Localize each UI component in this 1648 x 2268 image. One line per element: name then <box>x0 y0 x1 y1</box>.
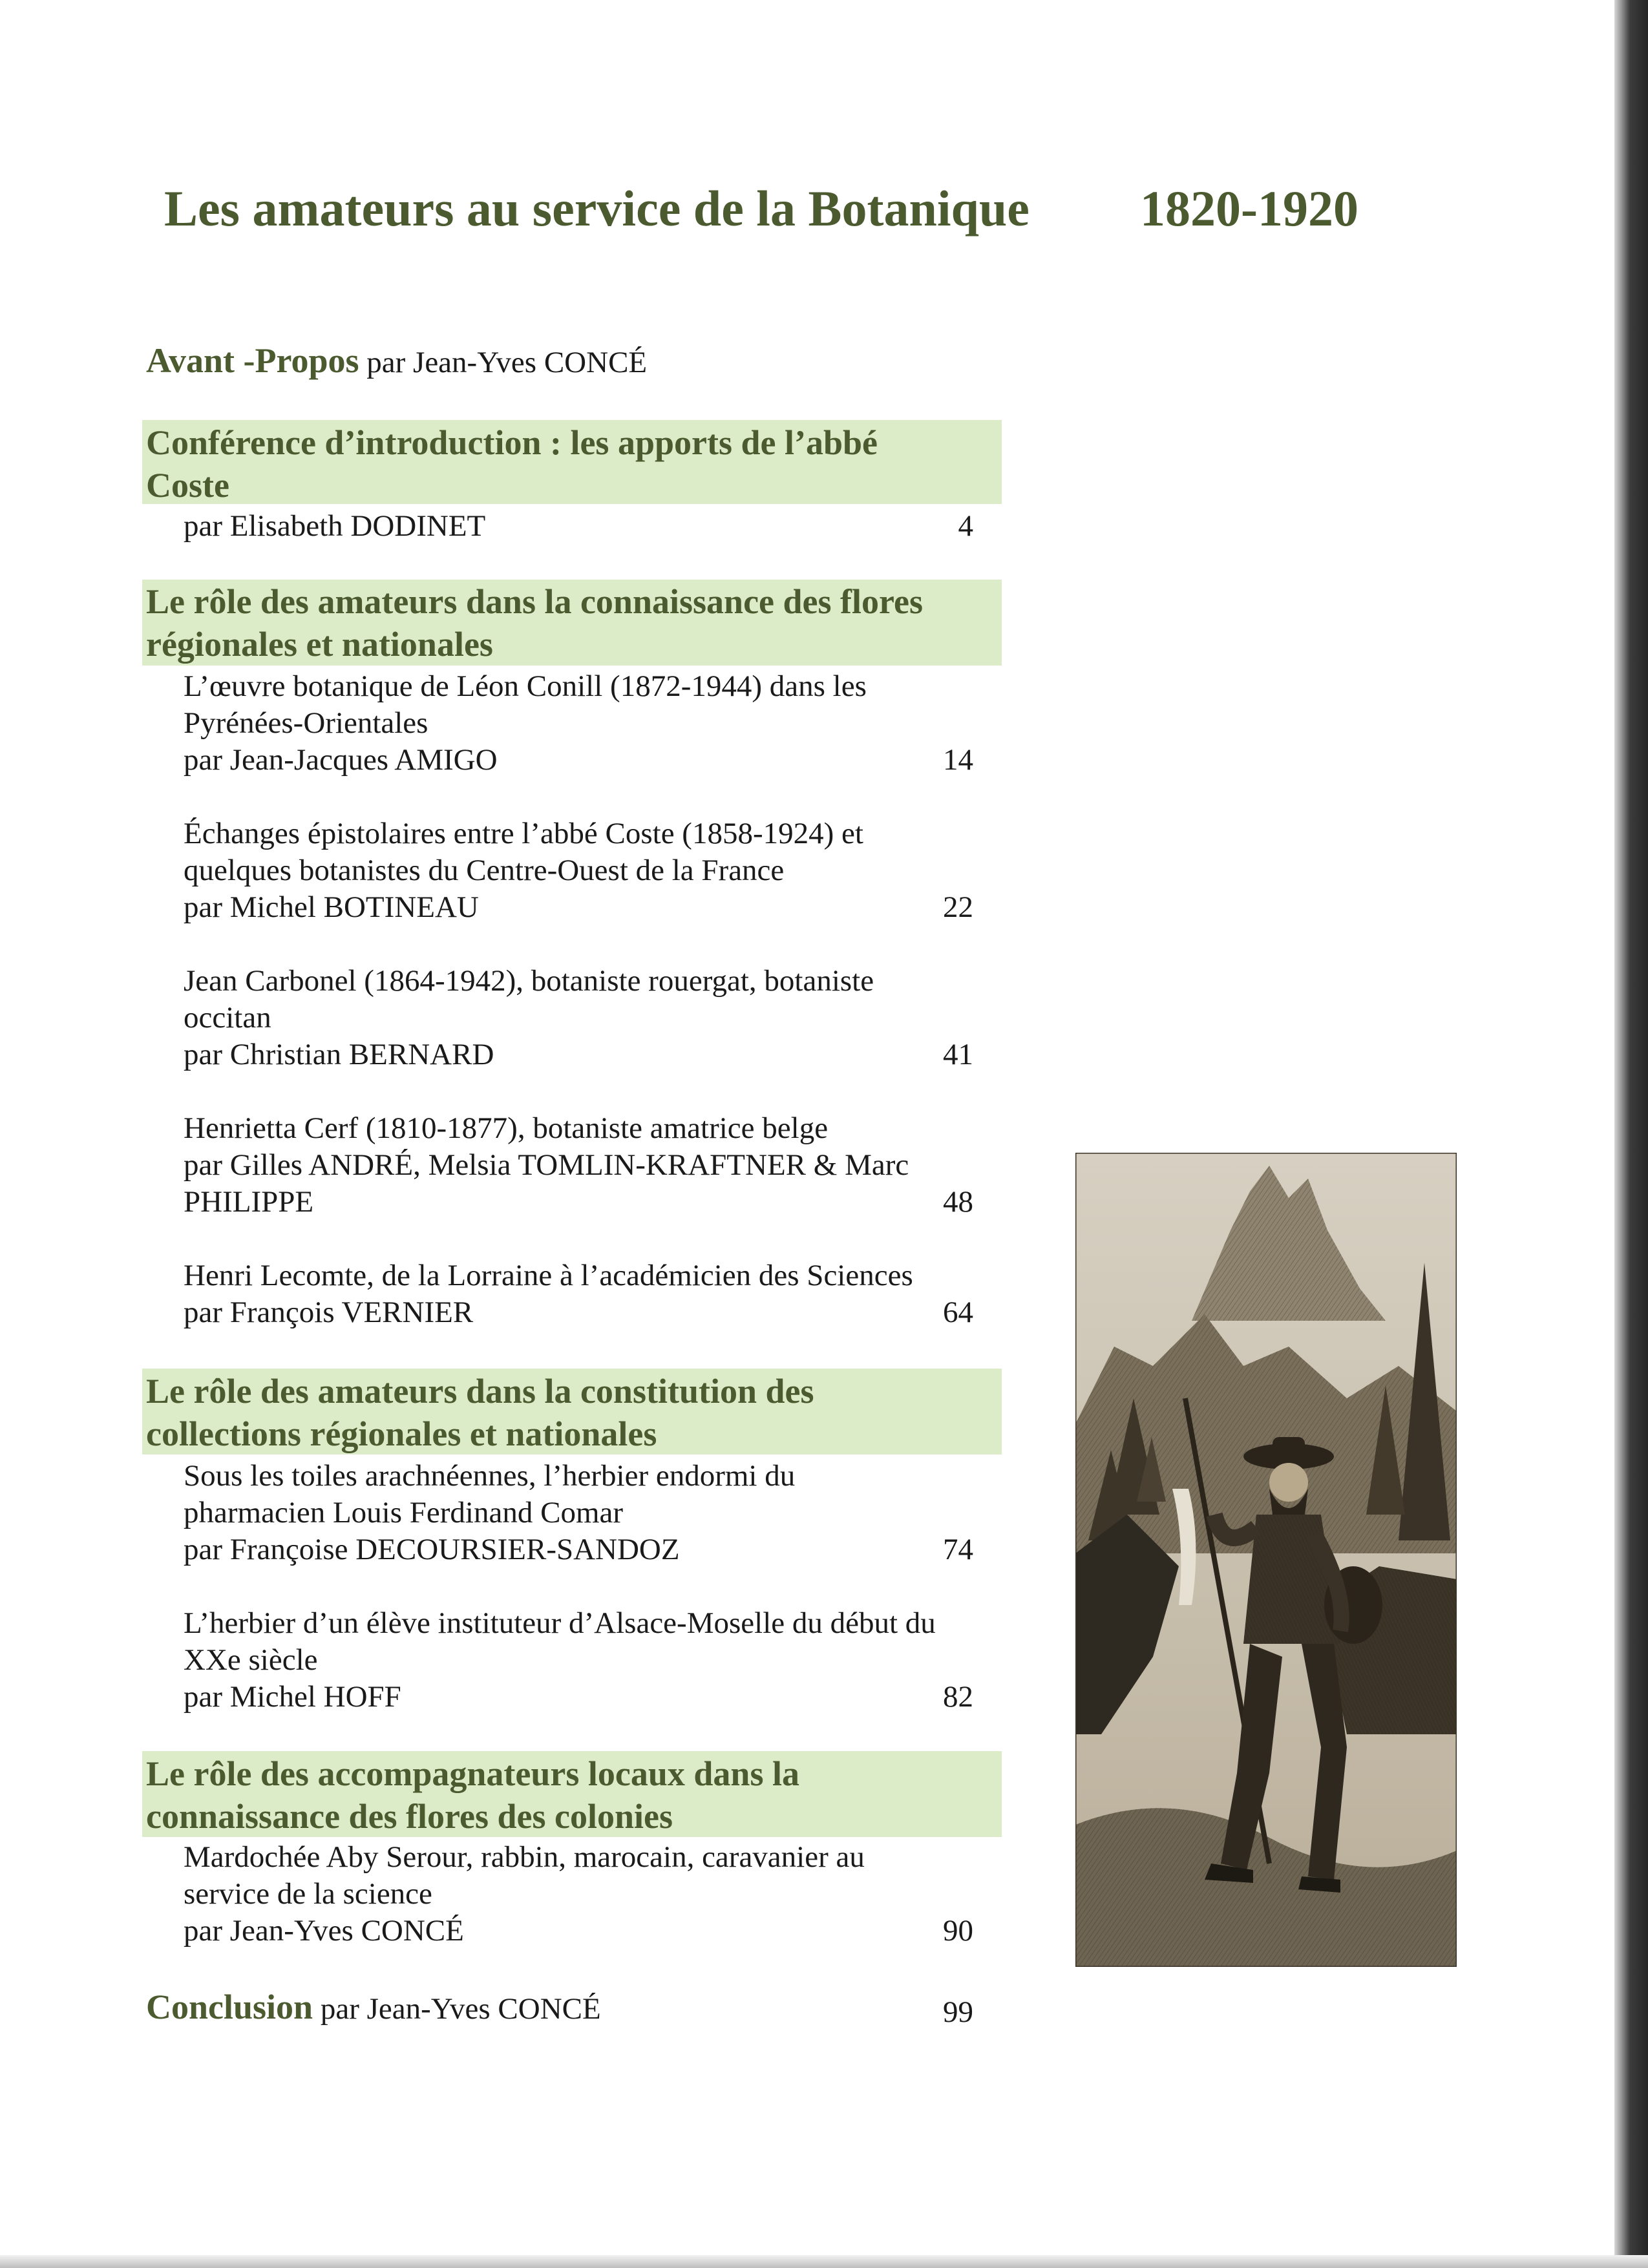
toc-page-number: 22 <box>943 890 973 924</box>
toc-item-vernier[interactable] <box>184 1257 913 1331</box>
avant-propos-author: par Jean-Yves CONCÉ <box>366 346 648 379</box>
section-4-title <box>146 1752 799 1838</box>
toc-page-number: 82 <box>943 1680 973 1714</box>
section-4-title-line-1: Le rôle des accompagnateurs locaux dans la <box>146 1754 799 1793</box>
conclusion-entry[interactable] <box>146 1989 601 2028</box>
toc-page-number: 4 <box>958 509 973 543</box>
section-2-title-line-1: Le rôle des amateurs dans la connaissance des flores <box>146 582 923 621</box>
toc-item-line: Sous les toiles arachnéennes, l’herbier endormi du <box>184 1459 796 1493</box>
toc-item-amigo[interactable] <box>184 668 867 779</box>
page-title-text: Les amateurs au service de la Botanique <box>164 180 1030 236</box>
botanist-engraving-image <box>1075 1153 1457 1967</box>
toc-item-line: par Gilles ANDRÉ, Melsia TOMLIN-KRAFTNER & Marc <box>184 1148 909 1182</box>
toc-item-line: par Jean-Yves CONCÉ <box>184 1914 464 1948</box>
section-3-title <box>146 1370 814 1455</box>
toc-item-line: Mardochée Aby Serour, rabbin, marocain, caravanier au <box>184 1840 865 1874</box>
section-1-title-line-1: Conférence d’introduction : les apports de l’abbé <box>146 423 878 462</box>
toc-item-decoursier[interactable] <box>184 1458 795 1568</box>
toc-item-andre[interactable] <box>184 1110 909 1221</box>
scan-edge-bottom <box>0 2255 1648 2268</box>
toc-item-line: PHILIPPE <box>184 1185 314 1219</box>
toc-item-line: L’œuvre botanique de Léon Conill (1872-1944) dans les <box>184 669 867 703</box>
toc-item-hoff[interactable] <box>184 1605 936 1716</box>
conclusion-page-number: 99 <box>943 1995 973 2029</box>
conclusion-author: par Jean-Yves CONCÉ <box>320 1992 601 2026</box>
toc-item-line: XXe siècle <box>184 1643 318 1677</box>
avant-propos-lead: Avant -Propos <box>146 341 359 380</box>
toc-page-number: 48 <box>943 1185 973 1219</box>
section-3-title-line-1: Le rôle des amateurs dans la constitution des <box>146 1372 814 1411</box>
toc-item-line: par Michel BOTINEAU <box>184 890 479 924</box>
toc-item-line: Pyrénées-Orientales <box>184 706 428 740</box>
page-title <box>164 180 1358 238</box>
section-1-title <box>146 421 878 507</box>
toc-item-line: L’herbier d’un élève instituteur d’Alsace-Moselle du début du <box>184 1606 936 1640</box>
toc-page-number: 41 <box>943 1038 973 1071</box>
toc-item-line: Henrietta Cerf (1810-1877), botaniste amatrice belge <box>184 1111 829 1145</box>
toc-item-line: par François VERNIER <box>184 1296 474 1329</box>
toc-item-line: par Jean-Jacques AMIGO <box>184 743 498 777</box>
toc-page-number: 90 <box>943 1914 973 1948</box>
toc-item-line: par Françoise DECOURSIER-SANDOZ <box>184 1533 680 1566</box>
toc-item-line: par Elisabeth DODINET <box>184 509 486 543</box>
avant-propos-entry <box>146 342 647 381</box>
toc-page-number: 64 <box>943 1296 973 1329</box>
toc-item-conce[interactable] <box>184 1839 865 1949</box>
section-3-title-line-2: collections régionales et nationales <box>146 1414 657 1453</box>
toc-page-number: 74 <box>943 1533 973 1566</box>
toc-item-line: quelques botanistes du Centre-Ouest de la France <box>184 854 785 887</box>
section-1-title-line-2: Coste <box>146 466 229 505</box>
toc-item-line: service de la science <box>184 1877 432 1911</box>
page-title-years: 1820-1920 <box>1140 180 1358 236</box>
section-2-title <box>146 580 923 666</box>
toc-item-line: Jean Carbonel (1864-1942), botaniste rouergat, botaniste <box>184 964 874 998</box>
conclusion-lead: Conclusion <box>146 1988 313 2026</box>
toc-item-dodinet[interactable] <box>184 508 485 545</box>
scan-edge-shadow <box>1614 0 1648 2268</box>
section-2-title-line-2: régionales et nationales <box>146 625 493 664</box>
toc-item-line: pharmacien Louis Ferdinand Comar <box>184 1496 624 1529</box>
toc-item-line: par Christian BERNARD <box>184 1038 494 1071</box>
toc-item-line: Échanges épistolaires entre l’abbé Coste (1858-1924) et <box>184 817 863 850</box>
toc-page-number: 14 <box>943 743 973 777</box>
toc-item-line: occitan <box>184 1001 271 1034</box>
toc-item-line: par Michel HOFF <box>184 1680 401 1714</box>
toc-item-bernard[interactable] <box>184 963 874 1073</box>
toc-item-line: Henri Lecomte, de la Lorraine à l’académicien des Sciences <box>184 1259 913 1292</box>
section-4-title-line-2: connaissance des flores des colonies <box>146 1797 673 1836</box>
toc-item-botineau[interactable] <box>184 815 863 926</box>
